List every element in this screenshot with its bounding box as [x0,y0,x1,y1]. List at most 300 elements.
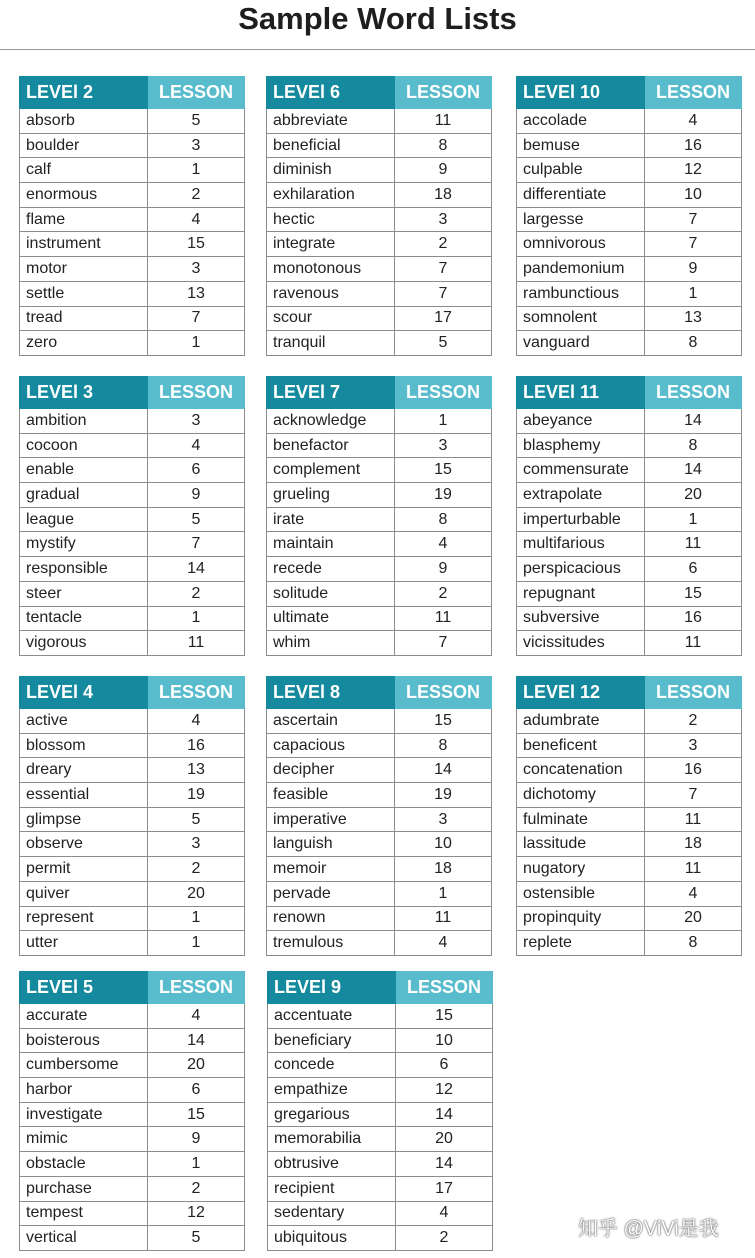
table-row [517,532,742,557]
lesson-number-cell: 20 [396,1127,493,1152]
word-list-table [267,971,493,1251]
word-cell: multifarious [517,532,645,557]
lesson-number-cell: 8 [645,433,742,458]
word-table [266,376,492,656]
word-cell: vicissitudes [517,631,645,656]
word-cell: somnolent [517,306,645,331]
word-cell: zero [20,331,148,356]
word-cell: vertical [20,1226,148,1251]
table-row [267,881,492,906]
word-cell: cumbersome [20,1053,148,1078]
lesson-number-cell: 5 [148,109,245,134]
word-cell: mystify [20,532,148,557]
lesson-number-cell: 3 [148,257,245,282]
word-list-table [516,376,742,656]
lesson-number-cell: 13 [148,281,245,306]
lesson-number-cell: 15 [148,1102,245,1127]
word-cell: concede [268,1053,396,1078]
table-row [517,881,742,906]
table-row [20,1102,245,1127]
table-row [20,109,245,134]
lesson-number-cell: 11 [645,631,742,656]
lesson-number-cell: 1 [148,1152,245,1177]
word-cell: ostensible [517,881,645,906]
word-cell: vigorous [20,631,148,656]
table-row [517,581,742,606]
table-row [20,281,245,306]
word-cell: accolade [517,109,645,134]
word-cell: acknowledge [267,409,395,434]
lesson-number-cell: 14 [395,758,492,783]
level-header: LEVEl 2 [20,77,148,109]
lesson-number-cell: 4 [148,433,245,458]
table-row [268,1053,493,1078]
table-row [267,257,492,282]
lesson-number-cell: 15 [395,458,492,483]
lesson-number-cell: 16 [645,758,742,783]
lesson-header: LESSON [148,377,245,409]
table-row [517,483,742,508]
lesson-number-cell: 19 [395,783,492,808]
lesson-number-cell: 6 [645,557,742,582]
word-table [266,76,492,356]
word-cell: accurate [20,1004,148,1029]
word-cell: concatenation [517,758,645,783]
lesson-number-cell: 4 [645,881,742,906]
word-cell: flame [20,207,148,232]
word-cell: extrapolate [517,483,645,508]
table-row [517,433,742,458]
table-header-row [20,677,245,709]
word-cell: tranquil [267,331,395,356]
word-cell: lassitude [517,832,645,857]
word-cell: beneficent [517,733,645,758]
table-row [20,232,245,257]
lesson-number-cell: 1 [645,507,742,532]
table-row [267,807,492,832]
lesson-number-cell: 6 [148,458,245,483]
table-row [20,458,245,483]
word-cell: purchase [20,1176,148,1201]
word-list-table [516,76,742,356]
table-row [517,857,742,882]
lesson-number-cell: 9 [645,257,742,282]
table-row [267,857,492,882]
lesson-number-cell: 2 [645,709,742,734]
lesson-number-cell: 9 [148,1127,245,1152]
table-header-row [517,77,742,109]
table-row [20,783,245,808]
word-cell: rambunctious [517,281,645,306]
word-list-table [19,376,245,656]
word-cell: benefactor [267,433,395,458]
word-cell: bemuse [517,133,645,158]
word-cell: differentiate [517,183,645,208]
word-table [19,676,245,956]
word-cell: blossom [20,733,148,758]
word-cell: imperturbable [517,507,645,532]
word-cell: capacious [267,733,395,758]
word-list-table [19,676,245,956]
lesson-number-cell: 11 [395,606,492,631]
table-row [20,931,245,956]
table-row [20,1201,245,1226]
lesson-number-cell: 7 [645,207,742,232]
lesson-number-cell: 19 [395,483,492,508]
word-cell: complement [267,458,395,483]
table-row [517,133,742,158]
lesson-number-cell: 4 [645,109,742,134]
word-cell: abeyance [517,409,645,434]
table-row [20,832,245,857]
lesson-number-cell: 11 [645,532,742,557]
word-cell: languish [267,832,395,857]
table-row [267,331,492,356]
table-row [20,733,245,758]
table-row [20,581,245,606]
word-cell: active [20,709,148,734]
table-row [517,207,742,232]
lesson-number-cell: 12 [645,158,742,183]
word-cell: recipient [268,1176,396,1201]
word-cell: perspicacious [517,557,645,582]
lesson-number-cell: 3 [395,807,492,832]
lesson-number-cell: 4 [396,1201,493,1226]
word-table [516,376,742,656]
lesson-header: LESSON [395,77,492,109]
word-cell: dichotomy [517,783,645,808]
word-cell: gradual [20,483,148,508]
table-row [267,557,492,582]
word-cell: tempest [20,1201,148,1226]
lesson-number-cell: 9 [395,158,492,183]
lesson-number-cell: 17 [396,1176,493,1201]
table-row [268,1004,493,1029]
table-row [268,1201,493,1226]
table-row [20,557,245,582]
word-cell: pandemonium [517,257,645,282]
lesson-number-cell: 18 [395,183,492,208]
table-row [268,1127,493,1152]
table-row [20,1078,245,1103]
lesson-number-cell: 5 [395,331,492,356]
lesson-number-cell: 15 [148,232,245,257]
level-header: LEVEl 3 [20,377,148,409]
word-cell: ultimate [267,606,395,631]
lesson-number-cell: 14 [396,1102,493,1127]
lesson-number-cell: 2 [148,183,245,208]
word-cell: boisterous [20,1028,148,1053]
table-row [20,906,245,931]
word-cell: harbor [20,1078,148,1103]
table-row [20,532,245,557]
word-list-table [516,676,742,956]
lesson-number-cell: 16 [645,606,742,631]
word-cell: integrate [267,232,395,257]
word-list-table [19,76,245,356]
word-cell: investigate [20,1102,148,1127]
table-header-row [20,77,245,109]
level-header: LEVEl 7 [267,377,395,409]
table-row [517,606,742,631]
table-header-row [517,377,742,409]
word-cell: represent [20,906,148,931]
word-cell: blasphemy [517,433,645,458]
word-cell: scour [267,306,395,331]
lesson-number-cell: 5 [148,507,245,532]
lesson-number-cell: 1 [148,906,245,931]
word-cell: obtrusive [268,1152,396,1177]
word-cell: maintain [267,532,395,557]
word-cell: boulder [20,133,148,158]
word-cell: absorb [20,109,148,134]
lesson-number-cell: 7 [645,232,742,257]
word-cell: recede [267,557,395,582]
lesson-number-cell: 7 [395,631,492,656]
word-cell: repugnant [517,581,645,606]
table-row [267,158,492,183]
word-cell: tread [20,306,148,331]
word-cell: subversive [517,606,645,631]
lesson-number-cell: 15 [395,709,492,734]
table-row [517,109,742,134]
table-row [267,306,492,331]
table-row [20,306,245,331]
lesson-number-cell: 8 [395,733,492,758]
table-row [267,458,492,483]
word-cell: adumbrate [517,709,645,734]
lesson-number-cell: 1 [148,606,245,631]
table-row [268,1226,493,1251]
word-cell: decipher [267,758,395,783]
lesson-number-cell: 7 [148,306,245,331]
table-row [267,733,492,758]
table-row [517,931,742,956]
table-header-row [517,677,742,709]
word-cell: cocoon [20,433,148,458]
word-list-table [266,676,492,956]
table-row [267,532,492,557]
lesson-number-cell: 10 [645,183,742,208]
table-row [20,1028,245,1053]
table-row [20,1127,245,1152]
word-cell: ascertain [267,709,395,734]
level-header: LEVEl 10 [517,77,645,109]
lesson-number-cell: 1 [148,931,245,956]
lesson-number-cell: 7 [148,532,245,557]
lesson-header: LESSON [645,77,742,109]
word-cell: omnivorous [517,232,645,257]
word-cell: ubiquitous [268,1226,396,1251]
word-cell: diminish [267,158,395,183]
lesson-number-cell: 11 [395,109,492,134]
lesson-number-cell: 18 [645,832,742,857]
word-cell: observe [20,832,148,857]
table-row [517,557,742,582]
word-cell: exhilaration [267,183,395,208]
table-row [517,281,742,306]
word-cell: solitude [267,581,395,606]
table-row [20,409,245,434]
level-header: LEVEl 4 [20,677,148,709]
level-header: LEVEl 5 [20,972,148,1004]
word-cell: tentacle [20,606,148,631]
lesson-number-cell: 7 [395,257,492,282]
table-row [20,207,245,232]
lesson-number-cell: 6 [148,1078,245,1103]
lesson-number-cell: 14 [148,1028,245,1053]
word-cell: dreary [20,758,148,783]
lesson-number-cell: 11 [645,857,742,882]
lesson-number-cell: 8 [645,331,742,356]
table-row [20,1004,245,1029]
lesson-number-cell: 20 [148,881,245,906]
word-cell: whim [267,631,395,656]
lesson-number-cell: 6 [396,1053,493,1078]
table-row [20,881,245,906]
table-header-row [20,377,245,409]
word-cell: league [20,507,148,532]
lesson-number-cell: 3 [148,133,245,158]
table-row [517,257,742,282]
table-row [267,433,492,458]
level-header: LEVEl 6 [267,77,395,109]
table-header-row [267,77,492,109]
table-row [517,158,742,183]
table-row [267,281,492,306]
lesson-number-cell: 4 [148,1004,245,1029]
table-row [267,783,492,808]
table-row [20,1176,245,1201]
word-cell: pervade [267,881,395,906]
word-cell: glimpse [20,807,148,832]
lesson-number-cell: 5 [148,807,245,832]
word-cell: quiver [20,881,148,906]
table-row [20,133,245,158]
word-cell: mimic [20,1127,148,1152]
table-row [267,232,492,257]
table-row [20,433,245,458]
lesson-number-cell: 8 [395,507,492,532]
table-row [517,183,742,208]
word-cell: beneficiary [268,1028,396,1053]
table-row [517,783,742,808]
lesson-number-cell: 14 [645,458,742,483]
lesson-number-cell: 15 [396,1004,493,1029]
lesson-number-cell: 16 [148,733,245,758]
word-cell: instrument [20,232,148,257]
word-cell: nugatory [517,857,645,882]
word-cell: grueling [267,483,395,508]
table-row [267,483,492,508]
lesson-number-cell: 3 [395,207,492,232]
lesson-number-cell: 20 [645,906,742,931]
word-cell: monotonous [267,257,395,282]
word-cell: feasible [267,783,395,808]
word-table [266,676,492,956]
lesson-number-cell: 11 [645,807,742,832]
word-cell: permit [20,857,148,882]
table-row [517,458,742,483]
word-cell: propinquity [517,906,645,931]
lesson-number-cell: 17 [395,306,492,331]
word-table [516,676,742,956]
word-cell: enormous [20,183,148,208]
table-header-row [267,677,492,709]
word-cell: culpable [517,158,645,183]
table-row [268,1078,493,1103]
table-row [268,1176,493,1201]
lesson-number-cell: 2 [148,581,245,606]
lesson-number-cell: 15 [645,581,742,606]
table-row [268,1152,493,1177]
word-cell: enable [20,458,148,483]
word-cell: ambition [20,409,148,434]
table-row [517,733,742,758]
lesson-number-cell: 13 [148,758,245,783]
table-row [268,1102,493,1127]
word-cell: irate [267,507,395,532]
level-header: LEVEl 8 [267,677,395,709]
lesson-number-cell: 10 [396,1028,493,1053]
table-row [517,832,742,857]
table-row [20,1226,245,1251]
word-cell: memorabilia [268,1127,396,1152]
lesson-number-cell: 18 [395,857,492,882]
lesson-number-cell: 14 [645,409,742,434]
word-cell: accentuate [268,1004,396,1029]
word-cell: commensurate [517,458,645,483]
lesson-number-cell: 8 [645,931,742,956]
watermark: 知乎 @ViVi是我 [578,1218,719,1240]
lesson-number-cell: 19 [148,783,245,808]
table-row [20,331,245,356]
word-cell: essential [20,783,148,808]
table-row [517,906,742,931]
lesson-header: LESSON [395,677,492,709]
word-table [19,76,245,356]
table-row [20,183,245,208]
table-row [20,709,245,734]
lesson-header: LESSON [645,377,742,409]
level-header: LEVEl 9 [268,972,396,1004]
table-row [517,807,742,832]
lesson-number-cell: 1 [148,331,245,356]
lesson-number-cell: 20 [148,1053,245,1078]
lesson-number-cell: 3 [148,409,245,434]
word-list-table [19,971,245,1251]
table-row [20,631,245,656]
word-table [267,971,493,1251]
word-cell: fulminate [517,807,645,832]
lesson-header: LESSON [645,677,742,709]
table-row [267,507,492,532]
lesson-number-cell: 4 [148,207,245,232]
lesson-number-cell: 14 [148,557,245,582]
table-row [267,183,492,208]
lesson-number-cell: 4 [395,931,492,956]
table-row [267,832,492,857]
lesson-header: LESSON [148,972,245,1004]
lesson-number-cell: 9 [395,557,492,582]
table-row [267,906,492,931]
lesson-number-cell: 2 [148,1176,245,1201]
lesson-number-cell: 12 [396,1078,493,1103]
lesson-number-cell: 5 [148,1226,245,1251]
table-row [517,306,742,331]
lesson-number-cell: 1 [395,881,492,906]
table-row [517,409,742,434]
